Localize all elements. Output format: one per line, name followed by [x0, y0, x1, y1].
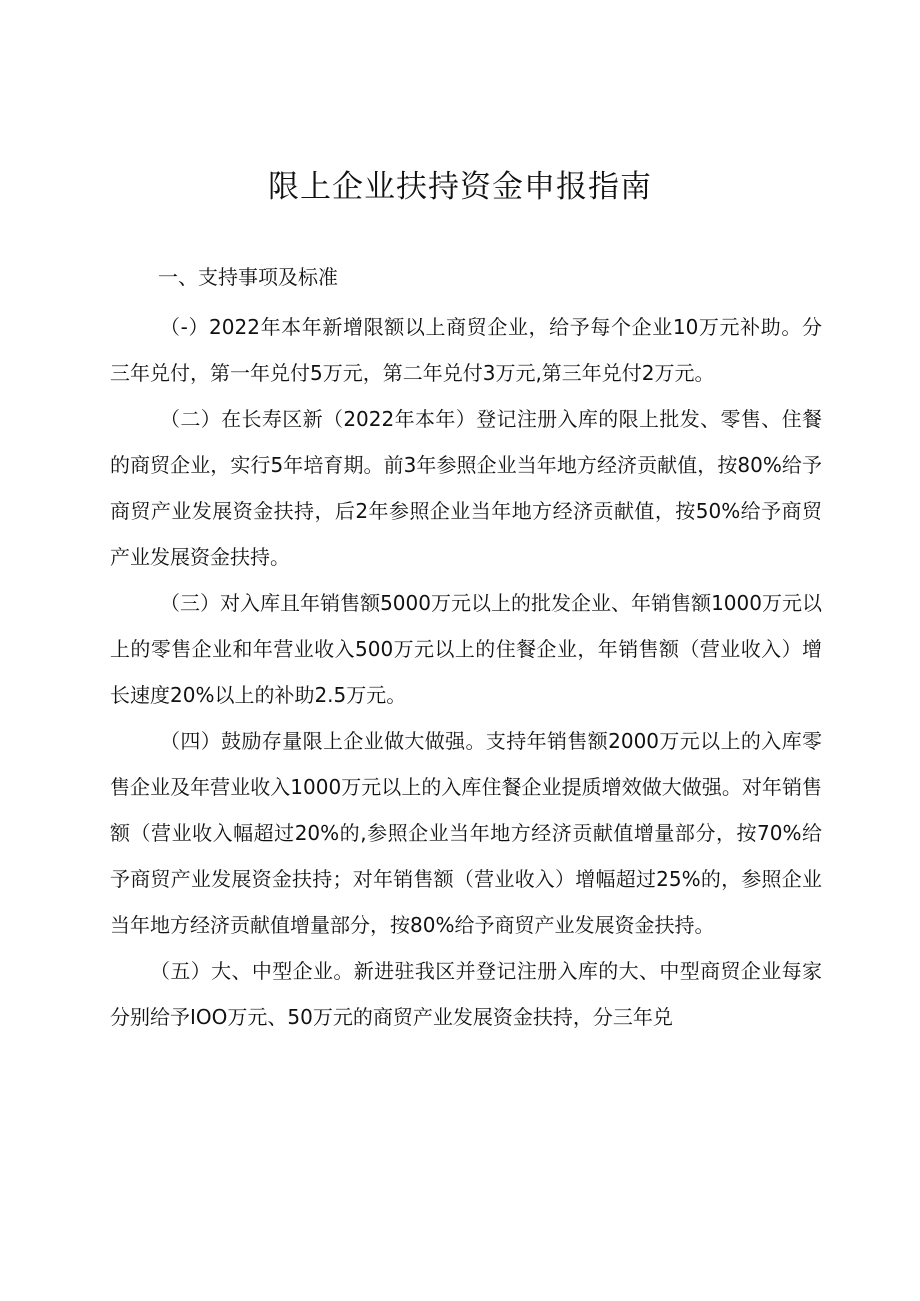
document-body: [110, 304, 822, 1040]
paragraph-item-4: （四）鼓励存量限上企业做大做强。支持年销售额2000万元以上的入库零售企业及年营业收入1000万元以上的入库住餐企业提质增效做大做强。对年销售额（营业收入幅超过20%的,参照企业当年地方经济贡献值增量部分，按70%给予商贸产业发展资金扶持；对年销售额（营业收入）增幅超过25%的，参照企业当年地方经济贡献值增量部分，按80%给予商贸产业发展资金扶持。: [110, 729, 822, 937]
document-title: 限上企业扶持资金申报指南: [268, 169, 652, 205]
section-heading: 一、支持事项及标准: [158, 265, 338, 289]
paragraph-item-1: （-）2022年本年新增限额以上商贸企业，给予每个企业10万元补助。分三年兑付，第一年兑付5万元，第二年兑付3万元,第三年兑付2万元。: [110, 315, 822, 385]
paragraph-item-2: （二）在长寿区新（2022年本年）登记注册入库的限上批发、零售、住餐的商贸企业，实行5年培育期。前3年参照企业当年地方经济贡献值，按80%给予商贸产业发展资金扶持，后2年参照企业当年地方经济贡献值，按50%给予商贸产业发展资金扶持。: [110, 407, 822, 569]
paragraph-item-3: （三）对入库且年销售额5000万元以上的批发企业、年销售额1000万元以上的零售企业和年营业收入500万元以上的住餐企业，年销售额（营业收入）增长速度20%以上的补助2.5万元。: [110, 591, 822, 707]
paragraph-item-5: （五）大、中型企业。新进驻我区并登记注册入库的大、中型商贸企业每家分别给予IOO万元、50万元的商贸产业发展资金扶持，分三年兑: [110, 959, 822, 1029]
